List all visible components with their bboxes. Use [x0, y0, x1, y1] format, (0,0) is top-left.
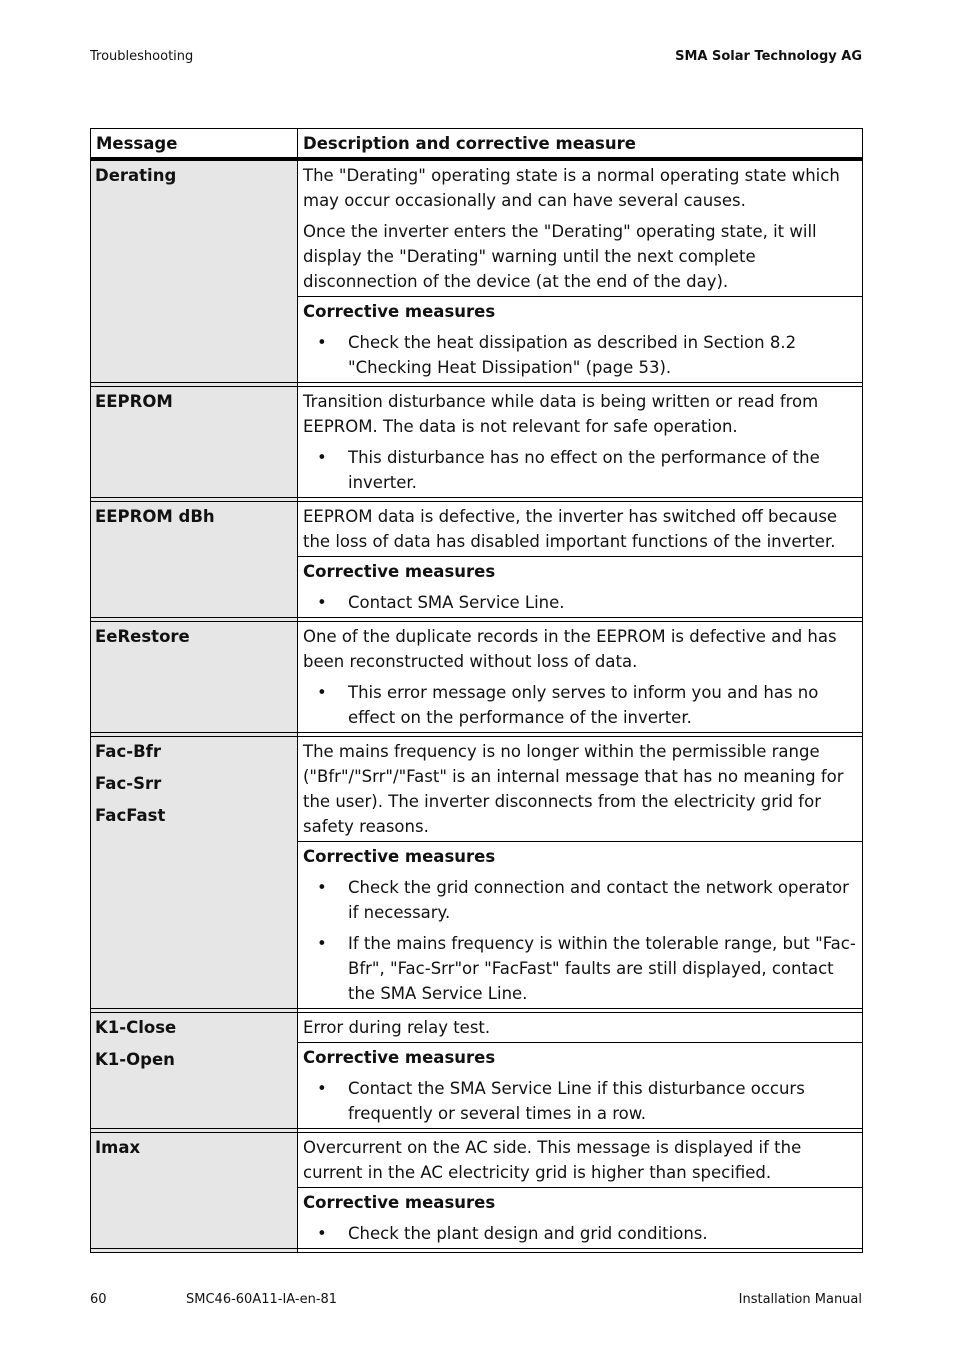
footer-doc-type: Installation Manual [738, 1292, 862, 1307]
description-block [298, 1013, 862, 1042]
bullet-text: This disturbance has no effect on the performance of the inverter. [348, 448, 820, 492]
table-row [91, 159, 863, 383]
message-code: Fac-Srr [95, 774, 162, 793]
message-cell [91, 502, 298, 618]
description-text: Overcurrent on the AC side. This message is displayed if the current in the AC electricity grid is higher than specified. [303, 1138, 802, 1182]
message-code: Imax [95, 1138, 141, 1157]
separator-cell [91, 1249, 298, 1253]
bullet-text: Contact the SMA Service Line if this disturbance occurs frequently or several times in a row. [348, 1079, 805, 1123]
bullet-icon: • [317, 878, 327, 897]
bullet-text: Contact SMA Service Line. [348, 593, 565, 612]
table-row [91, 1013, 863, 1129]
corrective-bullet [303, 875, 858, 925]
description-block [298, 622, 862, 732]
corrective-bullet [303, 931, 858, 1006]
table-row [91, 502, 863, 618]
column-header-message: Message [91, 129, 298, 160]
corrective-measures-title: Corrective measures [303, 1048, 496, 1067]
message-cell [91, 1133, 298, 1249]
corrective-measures-title: Corrective measures [303, 1193, 496, 1212]
bullet-text: Check the plant design and grid conditions. [348, 1224, 708, 1243]
corrective-measures-title: Corrective measures [303, 302, 496, 321]
description-text: EEPROM data is defective, the inverter has switched off because the loss of data has disabled important functions of the inverter. [303, 507, 838, 551]
message-code: FacFast [95, 806, 166, 825]
bullet-icon: • [317, 448, 327, 467]
description-block [298, 161, 862, 296]
description-block [298, 387, 862, 497]
description-text: Error during relay test. [303, 1018, 491, 1037]
description-bullet [303, 445, 858, 495]
table-header-row [91, 129, 863, 160]
bullet-text: This error message only serves to inform you and has no effect on the performance of the inverter. [348, 683, 819, 727]
description-text: One of the duplicate records in the EEPROM is defective and has been reconstructed without loss of data. [303, 627, 837, 671]
description-bullet [303, 680, 858, 730]
description-block [298, 737, 862, 841]
message-code: Derating [95, 166, 177, 185]
table-body [91, 159, 863, 1253]
corrective-measures-block [298, 1042, 862, 1128]
description-cell [298, 1133, 863, 1249]
bullet-text: Check the heat dissipation as described in Section 8.2 "Checking Heat Dissipation" (page 53). [348, 333, 797, 377]
message-code: K1-Open [95, 1050, 175, 1069]
message-code: EEPROM dBh [95, 507, 215, 526]
message-cell [91, 387, 298, 498]
description-block [298, 1133, 862, 1187]
table-row [91, 1133, 863, 1249]
bullet-icon: • [317, 934, 327, 953]
bullet-icon: • [317, 593, 327, 612]
header-section: Troubleshooting [90, 49, 194, 64]
message-cell [91, 737, 298, 1009]
description-text: The "Derating" operating state is a normal operating state which may occur occasionally and can have several causes. [303, 166, 840, 210]
message-cell [91, 159, 298, 383]
description-cell [298, 502, 863, 618]
message-code: Fac-Bfr [95, 742, 161, 761]
table-row [91, 387, 863, 498]
bullet-icon: • [317, 1224, 327, 1243]
corrective-measures-title: Corrective measures [303, 562, 496, 581]
description-cell [298, 159, 863, 383]
corrective-measures-block [298, 841, 862, 1008]
bullet-icon: • [317, 683, 327, 702]
row-separator [91, 1249, 863, 1253]
corrective-measures-block [298, 296, 862, 382]
table-row [91, 737, 863, 1009]
footer-page-number: 60 [90, 1292, 107, 1307]
message-code: EeRestore [95, 627, 190, 646]
footer-doc-code: SMC46-60A11-IA-en-81 [186, 1292, 338, 1307]
bullet-text: If the mains frequency is within the tolerable range, but "Fac-Bfr", "Fac-Srr"or "FacFast" faults are still displayed, contact the SMA Service Line. [348, 934, 856, 1003]
description-cell [298, 1013, 863, 1129]
description-cell [298, 387, 863, 498]
description-cell [298, 622, 863, 733]
corrective-bullet [303, 590, 858, 615]
corrective-bullet [303, 1076, 858, 1126]
column-header-description: Description and corrective measure [298, 129, 863, 160]
troubleshooting-table [90, 128, 863, 1253]
separator-cell [298, 1249, 863, 1253]
message-code: K1-Close [95, 1018, 177, 1037]
bullet-icon: • [317, 333, 327, 352]
description-text: Once the inverter enters the "Derating" operating state, it will display the "Derating" warning until the next complete disconnection of the device (at the end of the day). [303, 222, 817, 291]
corrective-bullet [303, 1221, 858, 1246]
description-text: The mains frequency is no longer within the permissible range ("Bfr"/"Srr"/"Fast" is an internal message that has no meaning for the user). The inverter disconnects from the electricity grid for safety reasons. [303, 742, 844, 836]
description-text: Transition disturbance while data is being written or read from EEPROM. The data is not relevant for safe operation. [303, 392, 819, 436]
description-block [298, 502, 862, 556]
corrective-measures-block [298, 556, 862, 617]
corrective-measures-block [298, 1187, 862, 1248]
header-company: SMA Solar Technology AG [675, 49, 862, 64]
message-cell [91, 1013, 298, 1129]
table-row [91, 622, 863, 733]
corrective-bullet [303, 330, 858, 380]
bullet-text: Check the grid connection and contact the network operator if necessary. [348, 878, 849, 922]
message-cell [91, 622, 298, 733]
corrective-measures-title: Corrective measures [303, 847, 496, 866]
description-cell [298, 737, 863, 1009]
message-code: EEPROM [95, 392, 173, 411]
bullet-icon: • [317, 1079, 327, 1098]
